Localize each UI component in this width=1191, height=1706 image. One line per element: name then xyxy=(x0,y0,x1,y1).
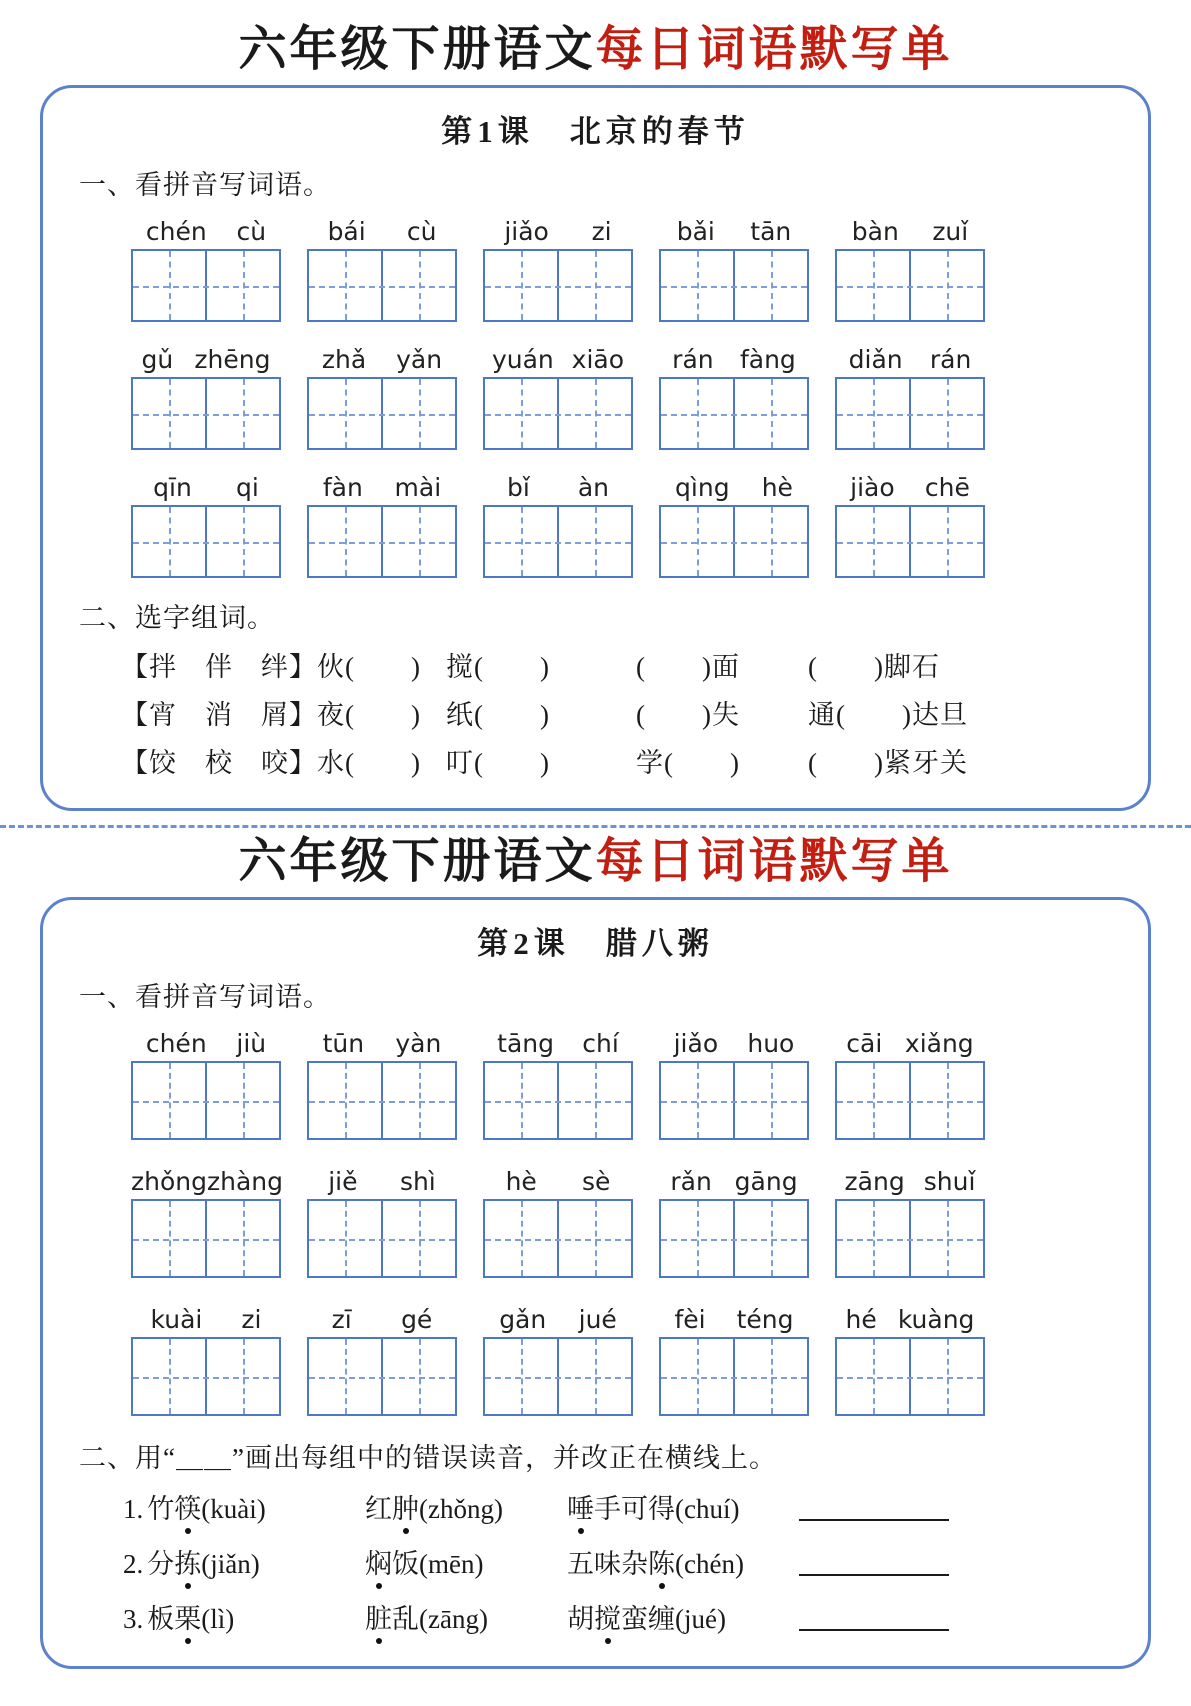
pinyin-word-cell xyxy=(307,1022,457,1140)
lesson-2-pinyin-grid xyxy=(131,1022,1126,1416)
writing-cell xyxy=(485,1063,557,1138)
page-title-red: 每日词语默写单 xyxy=(595,23,953,76)
writing-cell xyxy=(837,507,909,576)
writing-cell xyxy=(733,1063,807,1138)
writing-box xyxy=(131,505,281,578)
pinyin-word-cell xyxy=(835,1298,985,1416)
pinyin-word-cell xyxy=(659,210,809,322)
pinyin-syllable: hè xyxy=(761,473,793,503)
pinyin-label xyxy=(483,1298,633,1334)
pinyin-syllable: hè xyxy=(505,1167,537,1197)
pinyin-label xyxy=(835,210,985,246)
writing-cell xyxy=(205,251,279,320)
writing-cell xyxy=(381,1201,455,1276)
choose-cell: ( )面 xyxy=(636,652,740,683)
pinyin-syllable: zhǒng xyxy=(131,1167,207,1197)
writing-box xyxy=(131,1337,281,1416)
writing-box xyxy=(483,377,633,450)
pinyin-label xyxy=(307,338,457,374)
choose-cell: 纸( ) xyxy=(446,700,550,731)
pinyin-label xyxy=(835,466,985,502)
correction-word: 胡搅蛮缠(jué) xyxy=(567,1597,799,1636)
pinyin-word-cell xyxy=(131,1298,281,1416)
correction-word: 脏乱(zāng) xyxy=(365,1597,567,1636)
pinyin-syllable: kuàng xyxy=(897,1305,975,1335)
pinyin-label xyxy=(483,210,633,246)
writing-cell xyxy=(837,1201,909,1276)
pinyin-syllable: yuán xyxy=(491,345,554,375)
pinyin-label xyxy=(835,1160,985,1196)
pinyin-syllable: yàn xyxy=(395,1029,442,1059)
pinyin-syllable: rán xyxy=(672,345,714,375)
pinyin-syllable: qi xyxy=(236,473,259,503)
writing-cell xyxy=(485,251,557,320)
writing-cell xyxy=(733,1201,807,1276)
pinyin-syllable: zuǐ xyxy=(932,217,969,247)
choose-cell: 学( ) xyxy=(636,748,740,779)
page-title-red: 每日词语默写单 xyxy=(595,835,953,889)
dotted-char: 唾 xyxy=(567,1487,594,1526)
writing-box xyxy=(483,1199,633,1278)
writing-cell xyxy=(205,507,279,576)
lesson-2-correction-grid xyxy=(123,1487,1126,1636)
writing-box xyxy=(307,249,457,322)
writing-cell xyxy=(133,1201,205,1276)
writing-cell xyxy=(733,251,807,320)
writing-box xyxy=(483,505,633,578)
pinyin-word-cell xyxy=(835,1160,985,1278)
pinyin-label xyxy=(835,338,985,374)
writing-cell xyxy=(837,251,909,320)
correction-word: 1. 竹筷(kuài) xyxy=(123,1487,365,1526)
lesson-1-exercise-2-heading: 二、选字组词。 xyxy=(79,603,275,634)
pinyin-word-cell xyxy=(131,1022,281,1140)
pinyin-label xyxy=(131,1298,281,1334)
lesson-2-title: 第2课 腊八粥 xyxy=(477,926,714,962)
pinyin-syllable: tān xyxy=(750,217,792,247)
choose-cell: ( )紧牙关 xyxy=(808,748,968,779)
writing-box xyxy=(835,1061,985,1140)
page-title xyxy=(0,22,1191,77)
writing-cell xyxy=(557,1201,631,1276)
writing-box xyxy=(835,249,985,322)
pinyin-word-cell xyxy=(131,466,281,578)
pinyin-syllable: yǎn xyxy=(396,345,443,375)
writing-cell xyxy=(133,507,205,576)
writing-cell xyxy=(661,1339,733,1414)
pinyin-syllable: qìng xyxy=(675,473,730,503)
writing-cell xyxy=(733,507,807,576)
page-title-black: 六年级下册语文 xyxy=(238,835,596,889)
writing-cell xyxy=(557,379,631,448)
pinyin-label xyxy=(835,1298,985,1334)
choose-cell: 【宵 消 屑】夜( ) xyxy=(121,700,421,731)
pinyin-label xyxy=(131,338,281,374)
pinyin-word-cell xyxy=(483,1160,633,1278)
pinyin-syllable: zhǎ xyxy=(321,345,367,375)
pinyin-word-cell xyxy=(483,210,633,322)
pinyin-syllable: qīn xyxy=(153,473,192,503)
writing-cell xyxy=(837,379,909,448)
pinyin-syllable: chí xyxy=(582,1029,619,1059)
correction-word: 红肿(zhǒng) xyxy=(365,1487,567,1526)
lesson-card-1 xyxy=(40,85,1151,811)
pinyin-syllable: mài xyxy=(394,473,442,503)
writing-box xyxy=(307,1199,457,1278)
pinyin-label xyxy=(659,210,809,246)
choose-cell: ( )脚石 xyxy=(808,652,940,683)
choose-cell: 通( )达旦 xyxy=(808,700,968,731)
pinyin-label xyxy=(483,1022,633,1058)
writing-cell xyxy=(485,379,557,448)
writing-cell xyxy=(909,251,983,320)
writing-box xyxy=(131,1199,281,1278)
answer-blank xyxy=(799,1519,949,1521)
lesson-card-2 xyxy=(40,897,1151,1669)
pinyin-syllable: hé xyxy=(845,1305,877,1335)
lesson-2-exercise-2-heading: 二、用“＿＿”画出每组中的错误读音，并改正在横线上。 xyxy=(79,1443,777,1474)
writing-box xyxy=(835,1337,985,1416)
lesson-1-choose-word-grid xyxy=(121,645,1126,780)
dotted-char: 筷 xyxy=(174,1487,201,1526)
dotted-char: 焖 xyxy=(365,1542,392,1581)
writing-cell xyxy=(661,1201,733,1276)
page-title xyxy=(0,834,1191,889)
writing-cell xyxy=(133,1063,205,1138)
writing-cell xyxy=(557,1063,631,1138)
pinyin-word-cell xyxy=(659,1022,809,1140)
writing-cell xyxy=(485,1201,557,1276)
pinyin-syllable: cù xyxy=(236,217,267,247)
choose-cell: ( )失 xyxy=(636,700,740,731)
writing-cell xyxy=(909,1201,983,1276)
dotted-char: 栗 xyxy=(174,1597,201,1636)
pinyin-word-cell xyxy=(307,1160,457,1278)
writing-box xyxy=(131,249,281,322)
correction-word: 3. 板栗(lì) xyxy=(123,1597,365,1636)
writing-box xyxy=(307,1061,457,1140)
choose-cell: 【拌 伴 绊】伙( ) xyxy=(121,652,421,683)
dotted-char: 脏 xyxy=(365,1597,392,1636)
pinyin-label xyxy=(659,338,809,374)
writing-box xyxy=(307,1337,457,1416)
pinyin-syllable: rán xyxy=(929,345,972,375)
writing-cell xyxy=(381,251,455,320)
pinyin-syllable: bǎi xyxy=(676,217,715,247)
writing-cell xyxy=(837,1063,909,1138)
writing-cell xyxy=(485,507,557,576)
correction-word: 2. 分拣(jiǎn) xyxy=(123,1542,365,1581)
pinyin-syllable: tūn xyxy=(322,1029,365,1059)
writing-cell xyxy=(909,1063,983,1138)
pinyin-word-cell xyxy=(483,338,633,450)
pinyin-label xyxy=(307,210,457,246)
writing-cell xyxy=(309,379,381,448)
pinyin-syllable: jiě xyxy=(328,1167,358,1197)
choose-cell: 叮( ) xyxy=(446,748,550,779)
writing-box xyxy=(659,377,809,450)
pinyin-label xyxy=(131,466,281,502)
pinyin-label xyxy=(483,466,633,502)
pinyin-label xyxy=(307,466,457,502)
page-title-black: 六年级下册语文 xyxy=(238,23,596,76)
writing-cell xyxy=(133,1339,205,1414)
pinyin-syllable: gé xyxy=(401,1305,433,1335)
writing-cell xyxy=(909,379,983,448)
pinyin-syllable: xiǎng xyxy=(904,1029,974,1059)
writing-cell xyxy=(205,1339,279,1414)
pinyin-syllable: fàn xyxy=(322,473,363,503)
pinyin-syllable: xiāo xyxy=(571,345,625,375)
writing-box xyxy=(659,1199,809,1278)
writing-box xyxy=(307,377,457,450)
writing-box xyxy=(659,1337,809,1416)
writing-cell xyxy=(661,1063,733,1138)
correction-word: 五味杂陈(chén) xyxy=(567,1542,799,1581)
pinyin-syllable: chén xyxy=(145,217,207,247)
writing-cell xyxy=(909,1339,983,1414)
writing-cell xyxy=(205,1063,279,1138)
section-separator xyxy=(0,825,1191,828)
pinyin-syllable: kuài xyxy=(150,1305,203,1335)
pinyin-syllable: jué xyxy=(578,1305,617,1335)
pinyin-syllable: bàn xyxy=(851,217,899,247)
pinyin-syllable: zāng xyxy=(844,1167,905,1197)
pinyin-syllable: fàng xyxy=(739,345,796,375)
pinyin-word-cell xyxy=(131,338,281,450)
pinyin-syllable: jiào xyxy=(850,473,895,503)
writing-cell xyxy=(381,379,455,448)
pinyin-syllable: bǐ xyxy=(507,473,530,503)
writing-box xyxy=(483,249,633,322)
pinyin-syllable: gāng xyxy=(734,1167,798,1197)
answer-blank xyxy=(799,1629,949,1631)
pinyin-label xyxy=(835,1022,985,1058)
pinyin-label xyxy=(659,1298,809,1334)
writing-box xyxy=(835,505,985,578)
writing-cell xyxy=(381,1063,455,1138)
pinyin-word-cell xyxy=(835,466,985,578)
pinyin-word-cell xyxy=(483,1022,633,1140)
writing-cell xyxy=(661,379,733,448)
pinyin-syllable: chē xyxy=(924,473,970,503)
pinyin-word-cell xyxy=(659,466,809,578)
pinyin-syllable: téng xyxy=(736,1305,794,1335)
pinyin-word-cell xyxy=(483,466,633,578)
pinyin-label xyxy=(131,210,281,246)
pinyin-label xyxy=(483,1160,633,1196)
pinyin-syllable: zhàng xyxy=(206,1167,283,1197)
pinyin-label xyxy=(131,1022,281,1058)
pinyin-label xyxy=(307,1160,457,1196)
item-number: 1. xyxy=(123,1494,144,1525)
pinyin-syllable: zhēng xyxy=(194,345,271,375)
pinyin-label xyxy=(131,1160,281,1196)
pinyin-syllable: tāng xyxy=(497,1029,554,1059)
pinyin-word-cell xyxy=(307,338,457,450)
pinyin-syllable: zī xyxy=(331,1305,352,1335)
writing-box xyxy=(659,249,809,322)
pinyin-syllable: zi xyxy=(591,217,612,247)
dotted-char: 搅 xyxy=(594,1597,621,1636)
pinyin-label xyxy=(483,338,633,374)
writing-box xyxy=(659,1061,809,1140)
pinyin-word-cell xyxy=(835,1022,985,1140)
pinyin-word-cell xyxy=(835,210,985,322)
lesson-1-pinyin-grid xyxy=(131,210,1126,578)
dotted-char: 拣 xyxy=(174,1542,201,1581)
pinyin-syllable: cù xyxy=(406,217,437,247)
writing-cell xyxy=(837,1339,909,1414)
writing-cell xyxy=(557,251,631,320)
dotted-char: 肿 xyxy=(392,1487,419,1526)
pinyin-word-cell xyxy=(483,1298,633,1416)
choose-cell: 【饺 校 咬】水( ) xyxy=(121,748,421,779)
pinyin-word-cell xyxy=(659,338,809,450)
lesson-1-exercise-1-heading: 一、看拼音写词语。 xyxy=(79,170,331,201)
pinyin-syllable: chén xyxy=(145,1029,207,1059)
pinyin-syllable: shì xyxy=(399,1167,436,1197)
writing-cell xyxy=(381,1339,455,1414)
pinyin-word-cell xyxy=(131,210,281,322)
lesson-2-exercise-1-heading: 一、看拼音写词语。 xyxy=(79,982,331,1013)
pinyin-syllable: diǎn xyxy=(848,345,903,375)
pinyin-syllable: shuǐ xyxy=(923,1167,976,1197)
pinyin-word-cell xyxy=(307,210,457,322)
correction-word: 焖饭(mēn) xyxy=(365,1542,567,1581)
writing-cell xyxy=(309,507,381,576)
pinyin-label xyxy=(307,1022,457,1058)
writing-cell xyxy=(309,1063,381,1138)
item-number: 2. xyxy=(123,1549,144,1580)
pinyin-syllable: gǔ xyxy=(141,345,174,375)
writing-cell xyxy=(309,1201,381,1276)
writing-cell xyxy=(309,1339,381,1414)
pinyin-syllable: gǎn xyxy=(499,1305,547,1335)
writing-box xyxy=(131,377,281,450)
pinyin-syllable: jiǎo xyxy=(504,217,549,247)
pinyin-syllable: jiù xyxy=(236,1029,267,1059)
writing-cell xyxy=(661,507,733,576)
writing-cell xyxy=(557,507,631,576)
item-number: 3. xyxy=(123,1604,144,1635)
pinyin-label xyxy=(659,1022,809,1058)
pinyin-word-cell xyxy=(307,466,457,578)
writing-box xyxy=(659,505,809,578)
writing-cell xyxy=(205,379,279,448)
writing-box xyxy=(483,1337,633,1416)
writing-cell xyxy=(661,251,733,320)
writing-box xyxy=(307,505,457,578)
pinyin-syllable: zi xyxy=(241,1305,262,1335)
writing-box xyxy=(131,1061,281,1140)
pinyin-syllable: huo xyxy=(747,1029,795,1059)
pinyin-label xyxy=(659,1160,809,1196)
writing-cell xyxy=(485,1339,557,1414)
pinyin-syllable: jiǎo xyxy=(673,1029,719,1059)
writing-cell xyxy=(381,507,455,576)
pinyin-label xyxy=(659,466,809,502)
pinyin-word-cell xyxy=(835,338,985,450)
writing-cell xyxy=(909,507,983,576)
pinyin-word-cell xyxy=(307,1298,457,1416)
pinyin-syllable: bái xyxy=(327,217,366,247)
writing-cell xyxy=(205,1201,279,1276)
pinyin-syllable: rǎn xyxy=(670,1167,712,1197)
pinyin-word-cell xyxy=(659,1298,809,1416)
pinyin-syllable: sè xyxy=(581,1167,611,1197)
answer-blank xyxy=(799,1574,949,1576)
writing-cell xyxy=(133,379,205,448)
dotted-char: 陈 xyxy=(648,1542,675,1581)
writing-cell xyxy=(309,251,381,320)
writing-box xyxy=(835,377,985,450)
pinyin-syllable: cāi xyxy=(846,1029,883,1059)
pinyin-word-cell xyxy=(131,1160,281,1278)
writing-cell xyxy=(133,251,205,320)
correction-word: 唾手可得(chuí) xyxy=(567,1487,799,1526)
writing-box xyxy=(835,1199,985,1278)
writing-box xyxy=(483,1061,633,1140)
writing-cell xyxy=(733,379,807,448)
choose-cell: 搅( ) xyxy=(446,652,550,683)
writing-cell xyxy=(733,1339,807,1414)
writing-cell xyxy=(557,1339,631,1414)
pinyin-syllable: fèi xyxy=(674,1305,706,1335)
pinyin-syllable: àn xyxy=(577,473,609,503)
lesson-1-title: 第1课 北京的春节 xyxy=(441,114,750,150)
pinyin-word-cell xyxy=(659,1160,809,1278)
pinyin-label xyxy=(307,1298,457,1334)
